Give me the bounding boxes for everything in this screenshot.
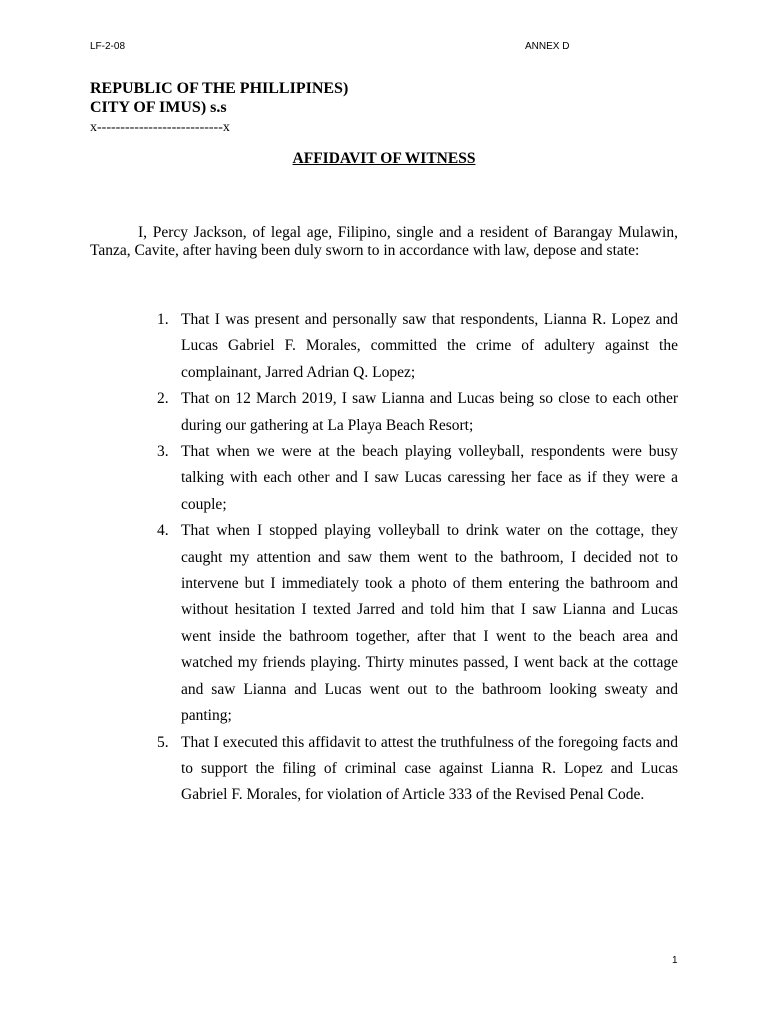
page-number: 1 xyxy=(672,955,678,966)
statement-item xyxy=(157,439,678,518)
statement-item xyxy=(157,307,678,386)
item-number: 5. xyxy=(157,733,169,751)
venue-city: CITY OF IMUS) s.s xyxy=(90,99,227,116)
item-text: That when I stopped playing volleyball to drink water on the cottage, they caught my attention and saw them went to the bathroom, I decided not to intervene but I immediately took a photo of them entering the bathroom and without hesitation I texted Jarred and told him that I saw Lianna and Lucas went inside the bathroom together, after that I went to the beach area and watched my friends playing. Thirty minutes passed, I went back at the cottage and saw Lianna and Lucas went out to the bathroom looking sweaty and panting; xyxy=(181,522,678,725)
item-number: 2. xyxy=(157,390,169,408)
document-title: AFFIDAVIT OF WITNESS xyxy=(292,150,476,167)
item-text: That I was present and personally saw that respondents, Lianna R. Lopez and Lucas Gabriel F. Morales, committed the crime of adultery against the complainant, Jarred Adrian Q. Lopez; xyxy=(181,311,678,381)
item-text: That I executed this affidavit to attest the truthfulness of the foregoing facts and to support the filing of criminal case against Lianna R. Lopez and Lucas Gabriel F. Morales, for violation of Article 333 of the Revised Penal Code. xyxy=(181,733,678,804)
item-text: That when we were at the beach playing volleyball, respondents were busy talking with each other and I saw Lucas caressing her face as if they were a couple; xyxy=(181,443,678,513)
venue-separator: x---------------------------x xyxy=(90,120,230,135)
venue-block xyxy=(90,79,348,117)
venue-republic: REPUBLIC OF THE PHILLIPINES) xyxy=(90,80,349,97)
statement-list xyxy=(157,307,678,809)
item-number: 3. xyxy=(157,443,169,461)
statement-item xyxy=(157,518,678,729)
item-number: 1. xyxy=(157,311,169,328)
intro-paragraph: I, Percy Jackson, of legal age, Filipino, single and a resident of Barangay Mulawin, Tanza, Cavite, after having been duly sworn to in accordance with law, depose and state: xyxy=(90,223,678,259)
statement-item xyxy=(157,386,678,439)
statement-item xyxy=(157,730,678,809)
item-number: 4. xyxy=(157,522,169,540)
annex-label: ANNEX D xyxy=(525,41,570,52)
item-text: That on 12 March 2019, I saw Lianna and Lucas being so close to each other during our gathering at La Playa Beach Resort; xyxy=(181,390,678,434)
form-code: LF-2-08 xyxy=(90,41,126,52)
